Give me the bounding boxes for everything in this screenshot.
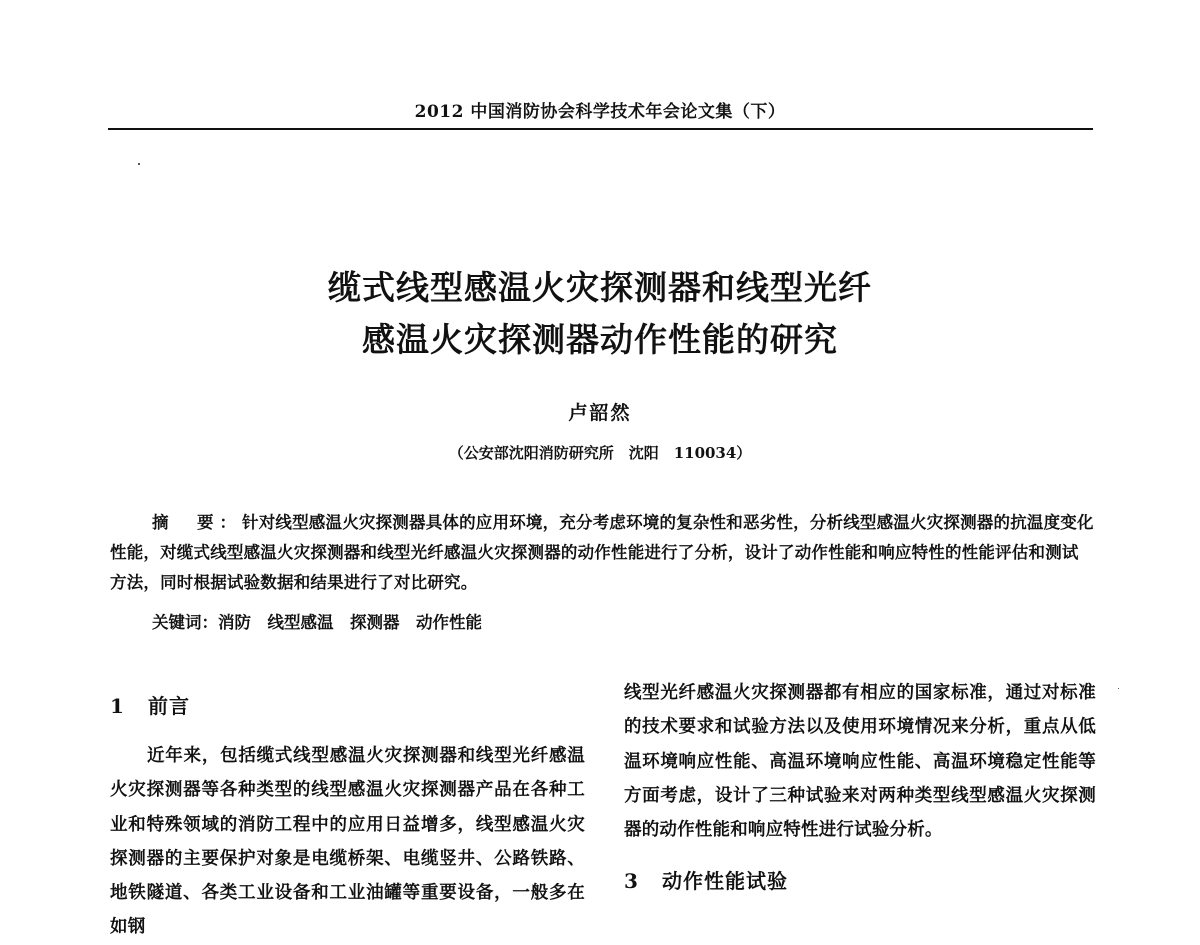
paper-title <box>0 262 1200 366</box>
abstract <box>110 508 1095 598</box>
body-paragraph: 近年来，包括缆式线型感温火灾探测器和线型光纤感温火灾探测器等各种类型的线型感温火灾探测器产品在各种工业和特殊领域的消防工程中的应用日益增多，线型感温火灾探测器的主要保护对象是电缆桥架、电缆竖井、公路铁路、地铁隧道、各类工业设备和工业油罐等重要设备，一般多在如钢 <box>110 746 585 938</box>
running-header: 2012 中国消防协会科学技术年会论文集（下） <box>414 102 786 122</box>
author-name: 卢韶然 <box>568 402 632 424</box>
keywords <box>152 609 482 633</box>
section-title: 动作性能试验 <box>662 869 788 894</box>
right-column <box>624 676 1096 914</box>
section-heading <box>624 865 1096 894</box>
left-column <box>110 690 585 945</box>
author-affiliation: （公安部沈阳消防研究所 沈阳 110034） <box>448 444 752 462</box>
scan-speck <box>1118 688 1119 689</box>
keywords-text: 消防 线型感温 探测器 动作性能 <box>218 613 482 632</box>
keywords-label: 关键词： <box>152 613 218 632</box>
abstract-label: 摘 要： <box>152 513 242 532</box>
body-paragraph: 线型光纤感温火灾探测器都有相应的国家标准，通过对标准的技术要求和试验方法以及使用环境情况来分析，重点从低温环境响应性能、高温环境响应性能、高温环境稳定性能等方面考虑，设计了三种试验来对两种类型线型感温火灾探测器的动作性能和响应特性进行试验分析。 <box>624 683 1096 841</box>
title-line-1: 缆式线型感温火灾探测器和线型光纤 <box>328 268 872 307</box>
abstract-text: 针对线型感温火灾探测器具体的应用环境，充分考虑环境的复杂性和恶劣性，分析线型感温火灾探测器的抗温度变化性能，对缆式线型感温火灾探测器和线型光纤感温火灾探测器的动作性能进行了分析，设计了动作性能和响应特性的性能评估和测试方法，同时根据试验数据和结果进行了对比研究。 <box>110 513 1094 592</box>
scan-speck <box>138 163 140 165</box>
section-number: 3 <box>624 869 639 894</box>
section-title: 前言 <box>148 694 190 718</box>
header-rule <box>108 128 1093 130</box>
section-number: 1 <box>110 694 125 718</box>
title-line-2: 感温火灾探测器动作性能的研究 <box>362 320 838 359</box>
section-heading <box>110 690 585 719</box>
